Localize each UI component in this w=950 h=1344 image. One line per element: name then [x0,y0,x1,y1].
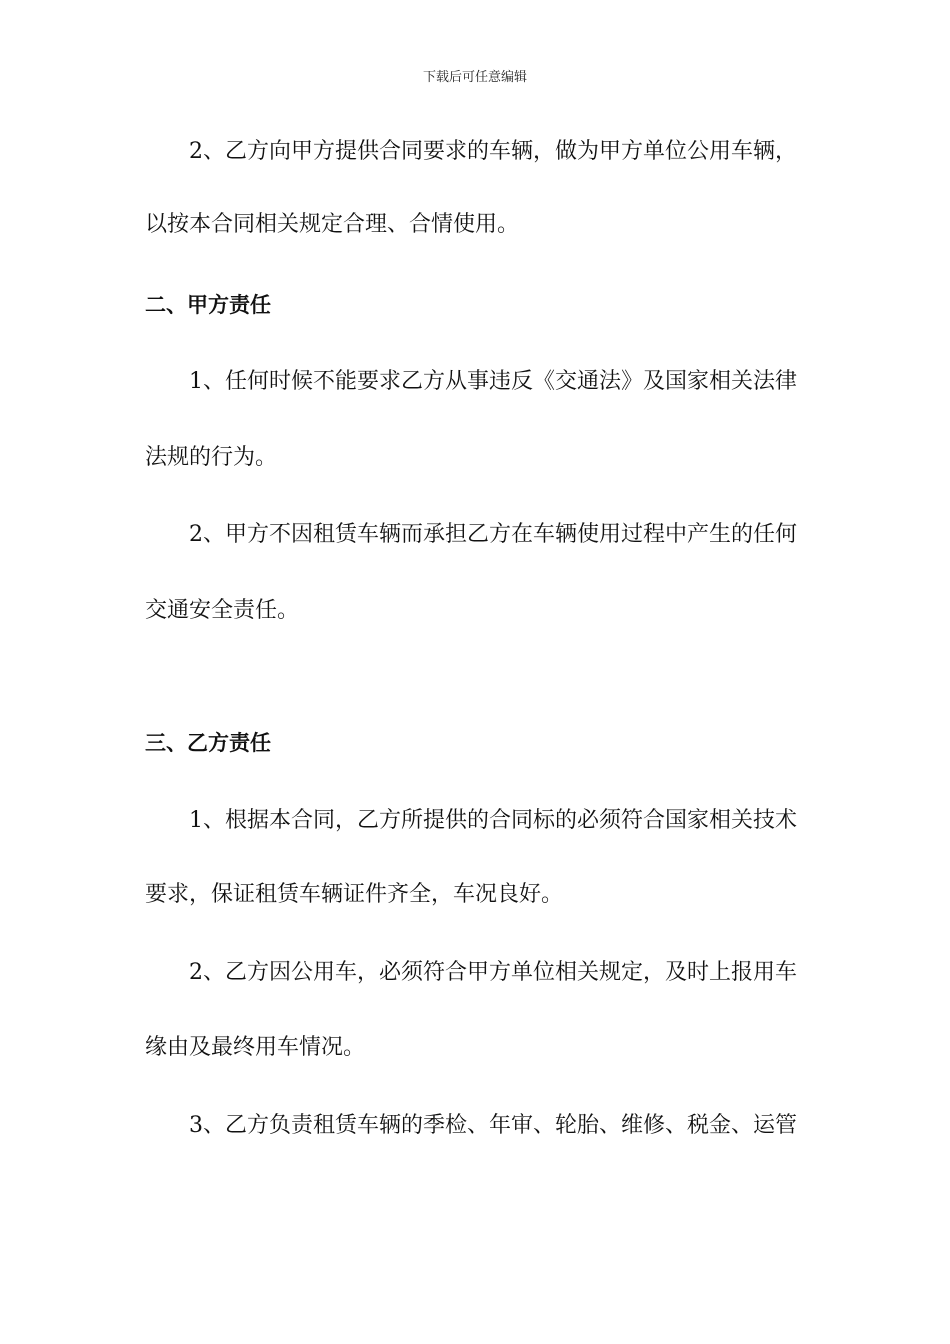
section-heading: 三、乙方责任 [145,731,271,755]
paragraph-line: 2、乙方因公用车，必须符合甲方单位相关规定，及时上报用车 [189,960,797,985]
paragraph-line: 2、甲方不因租赁车辆而承担乙方在车辆使用过程中产生的任何 [189,522,797,547]
paragraph-line: 1、任何时候不能要求乙方从事违反《交通法》及国家相关法律 [189,369,797,394]
paragraph-line: 法规的行为。 [145,445,278,470]
paragraph-line: 1、根据本合同，乙方所提供的合同标的必须符合国家相关技术 [189,808,797,833]
paragraph-line: 以按本合同相关规定合理、合情使用。 [145,212,520,237]
paragraph-line: 3、乙方负责租赁车辆的季检、年审、轮胎、维修、税金、运管 [189,1113,797,1138]
section-heading: 二、甲方责任 [145,293,271,317]
paragraph-line: 要求，保证租赁车辆证件齐全，车况良好。 [145,882,564,907]
paragraph-line: 缘由及最终用车情况。 [145,1035,366,1060]
page-header: 下载后可任意编辑 [422,70,527,85]
paragraph-line: 交通安全责任。 [145,598,300,623]
paragraph-line: 2、乙方向甲方提供合同要求的车辆，做为甲方单位公用车辆， [189,139,797,164]
